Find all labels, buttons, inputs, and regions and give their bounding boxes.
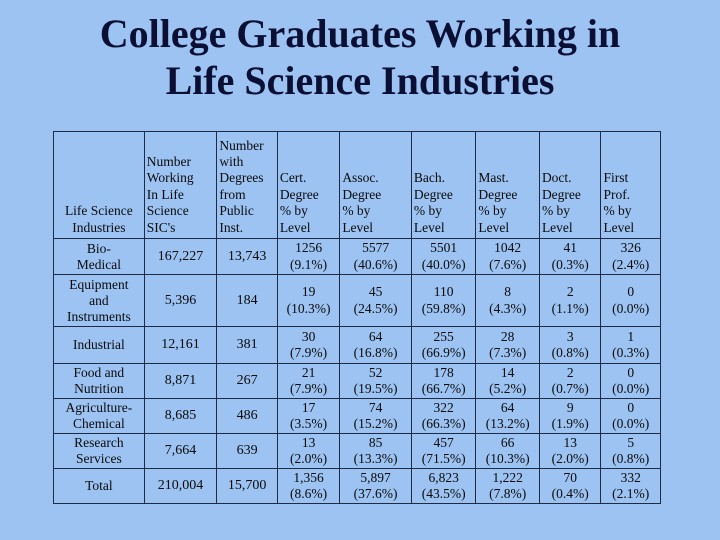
- bach-cell: 457 (71.5%): [411, 434, 476, 469]
- header-industry: Life Science Industries: [54, 132, 145, 239]
- industry-cell: Total: [54, 469, 145, 504]
- table-row: [54, 327, 661, 364]
- public-cell: 15,700: [217, 469, 277, 504]
- prof-cell: 5 (0.8%): [601, 434, 661, 469]
- title-line-2: Life Science Industries: [165, 58, 555, 103]
- doct-cell: 41 (0.3%): [539, 239, 601, 275]
- prof-cell: 332 (2.1%): [601, 469, 661, 504]
- doct-cell: 13 (2.0%): [539, 434, 601, 469]
- header-working: Number Working In Life Science SIC's: [144, 132, 217, 239]
- cert-cell: 1,356 (8.6%): [277, 469, 340, 504]
- table-row: [54, 239, 661, 275]
- assoc-cell: 64 (16.8%): [340, 327, 412, 364]
- header-assoc: Assoc. Degree % by Level: [340, 132, 412, 239]
- bach-cell: 6,823 (43.5%): [411, 469, 476, 504]
- prof-cell: 0 (0.0%): [601, 364, 661, 399]
- graduates-table: [53, 131, 661, 504]
- doct-cell: 3 (0.8%): [539, 327, 601, 364]
- title-line-1: College Graduates Working in: [99, 11, 621, 56]
- doct-cell: 2 (0.7%): [539, 364, 601, 399]
- assoc-cell: 74 (15.2%): [340, 399, 412, 434]
- prof-cell: 1 (0.3%): [601, 327, 661, 364]
- public-cell: 184: [217, 275, 277, 327]
- cert-cell: 17 (3.5%): [277, 399, 340, 434]
- header-doct: Doct. Degree % by Level: [539, 132, 601, 239]
- header-mast: Mast. Degree % by Level: [476, 132, 540, 239]
- mast-cell: 1042 (7.6%): [476, 239, 540, 275]
- bach-cell: 5501 (40.0%): [411, 239, 476, 275]
- assoc-cell: 52 (19.5%): [340, 364, 412, 399]
- table-row: [54, 275, 661, 327]
- prof-cell: 326 (2.4%): [601, 239, 661, 275]
- header-row: [54, 132, 661, 239]
- assoc-cell: 45 (24.5%): [340, 275, 412, 327]
- working-cell: 5,396: [144, 275, 217, 327]
- industry-cell: Bio- Medical: [54, 239, 145, 275]
- prof-cell: 0 (0.0%): [601, 275, 661, 327]
- public-cell: 13,743: [217, 239, 277, 275]
- assoc-cell: 85 (13.3%): [340, 434, 412, 469]
- cert-cell: 21 (7.9%): [277, 364, 340, 399]
- working-cell: 8,871: [144, 364, 217, 399]
- industry-cell: Agriculture- Chemical: [54, 399, 145, 434]
- header-bach: Bach. Degree % by Level: [411, 132, 476, 239]
- mast-cell: 66 (10.3%): [476, 434, 540, 469]
- bach-cell: 110 (59.8%): [411, 275, 476, 327]
- doct-cell: 70 (0.4%): [539, 469, 601, 504]
- header-prof: First Prof. % by Level: [601, 132, 661, 239]
- industry-cell: Industrial: [54, 327, 145, 364]
- total-row: [54, 469, 661, 504]
- bach-cell: 178 (66.7%): [411, 364, 476, 399]
- cert-cell: 30 (7.9%): [277, 327, 340, 364]
- industry-cell: Research Services: [54, 434, 145, 469]
- cert-cell: 1256 (9.1%): [277, 239, 340, 275]
- mast-cell: 14 (5.2%): [476, 364, 540, 399]
- mast-cell: 8 (4.3%): [476, 275, 540, 327]
- bach-cell: 255 (66.9%): [411, 327, 476, 364]
- industry-cell: Equipment and Instruments: [54, 275, 145, 327]
- working-cell: 12,161: [144, 327, 217, 364]
- bach-cell: 322 (66.3%): [411, 399, 476, 434]
- table-row: [54, 364, 661, 399]
- assoc-cell: 5577 (40.6%): [340, 239, 412, 275]
- mast-cell: 28 (7.3%): [476, 327, 540, 364]
- cert-cell: 19 (10.3%): [277, 275, 340, 327]
- mast-cell: 1,222 (7.8%): [476, 469, 540, 504]
- doct-cell: 2 (1.1%): [539, 275, 601, 327]
- slide-title: [0, 10, 720, 104]
- cert-cell: 13 (2.0%): [277, 434, 340, 469]
- public-cell: 381: [217, 327, 277, 364]
- doct-cell: 9 (1.9%): [539, 399, 601, 434]
- prof-cell: 0 (0.0%): [601, 399, 661, 434]
- working-cell: 210,004: [144, 469, 217, 504]
- table-row: [54, 399, 661, 434]
- industry-cell: Food and Nutrition: [54, 364, 145, 399]
- table-row: [54, 434, 661, 469]
- assoc-cell: 5,897 (37.6%): [340, 469, 412, 504]
- header-cert: Cert. Degree % by Level: [277, 132, 340, 239]
- header-public: Number with Degrees from Public Inst.: [217, 132, 277, 239]
- public-cell: 486: [217, 399, 277, 434]
- public-cell: 267: [217, 364, 277, 399]
- working-cell: 7,664: [144, 434, 217, 469]
- public-cell: 639: [217, 434, 277, 469]
- working-cell: 167,227: [144, 239, 217, 275]
- working-cell: 8,685: [144, 399, 217, 434]
- mast-cell: 64 (13.2%): [476, 399, 540, 434]
